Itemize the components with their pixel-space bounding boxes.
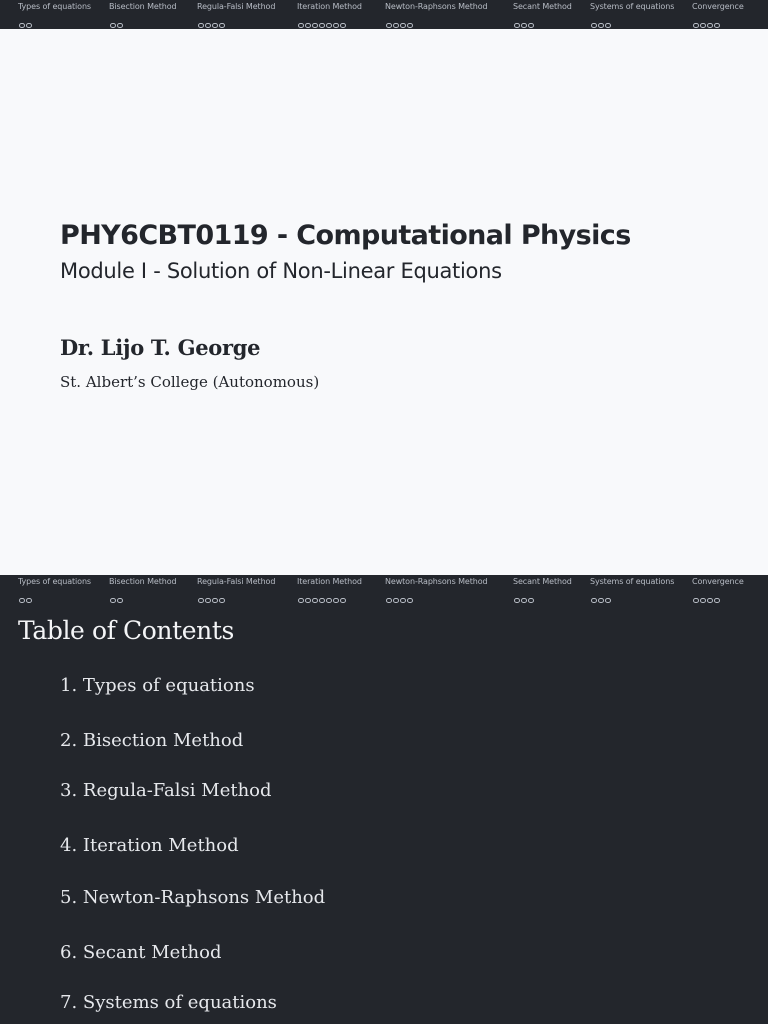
nav-dots-types[interactable] (19, 588, 33, 607)
nav-section-regula-falsi[interactable] (197, 2, 275, 11)
toc-item-newton-raphson[interactable]: 5. Newton-Raphsons Method (60, 887, 326, 908)
title-slide (0, 29, 768, 575)
toc-item-regula-falsi[interactable]: 3. Regula-Falsi Method (60, 780, 272, 801)
nav-section-label: Convergence (692, 2, 744, 11)
nav-dots-iteration[interactable] (298, 588, 347, 607)
nav-section-secant[interactable] (513, 577, 572, 586)
institute-name: St. Albert’s College (Autonomous) (60, 373, 320, 391)
nav-section-regula-falsi[interactable] (197, 577, 275, 586)
nav-section-label: Bisection Method (109, 577, 177, 586)
nav-section-convergence[interactable] (692, 577, 744, 586)
nav-section-iteration[interactable] (297, 577, 362, 586)
nav-section-label: Iteration Method (297, 577, 362, 586)
nav-section-label: Bisection Method (109, 2, 177, 11)
nav-section-label: Regula-Falsi Method (197, 577, 276, 586)
nav-section-label: Newton-Raphsons Method (385, 577, 488, 586)
nav-section-newton-raphson[interactable] (385, 577, 488, 586)
nav-dots-newton-raphson[interactable] (386, 588, 414, 607)
nav-dots-bisection[interactable] (110, 588, 124, 607)
nav-dots-systems[interactable] (591, 588, 612, 607)
nav-section-label: Regula-Falsi Method (197, 2, 276, 11)
nav-section-systems[interactable] (590, 2, 674, 11)
nav-dots-regula-falsi[interactable] (198, 588, 226, 607)
nav-section-secant[interactable] (513, 2, 572, 11)
author-name: Dr. Lijo T. George (60, 335, 261, 360)
nav-section-label: Systems of equations (590, 2, 675, 11)
toc-heading: Table of Contents (18, 616, 234, 645)
section-navbar-second (0, 575, 768, 604)
toc-item-types[interactable]: 1. Types of equations (60, 675, 255, 696)
nav-section-label: Secant Method (513, 2, 572, 11)
toc-item-systems[interactable]: 7. Systems of equations (60, 992, 277, 1013)
nav-section-label: Systems of equations (590, 577, 675, 586)
nav-section-label: Types of equations (18, 2, 92, 11)
nav-section-bisection[interactable] (109, 577, 176, 586)
toc-item-secant[interactable]: 6. Secant Method (60, 942, 222, 963)
nav-section-bisection[interactable] (109, 2, 176, 11)
nav-section-label: Newton-Raphsons Method (385, 2, 488, 11)
nav-section-systems[interactable] (590, 577, 674, 586)
presentation-title: PHY6CBT0119 - Computational Physics (60, 220, 631, 251)
nav-section-types[interactable] (18, 577, 91, 586)
nav-section-convergence[interactable] (692, 2, 744, 11)
presentation-subtitle: Module I - Solution of Non-Linear Equations (60, 259, 502, 283)
nav-section-types[interactable] (18, 2, 91, 11)
nav-section-newton-raphson[interactable] (385, 2, 488, 11)
section-navbar-top (0, 0, 768, 29)
nav-section-label: Convergence (692, 577, 744, 586)
toc-item-iteration[interactable]: 4. Iteration Method (60, 835, 239, 856)
toc-item-bisection[interactable]: 2. Bisection Method (60, 730, 244, 751)
nav-dots-secant[interactable] (514, 588, 535, 607)
nav-section-label: Types of equations (18, 577, 92, 586)
nav-dots-convergence[interactable] (693, 588, 721, 607)
nav-section-label: Secant Method (513, 577, 572, 586)
nav-section-label: Iteration Method (297, 2, 362, 11)
nav-section-iteration[interactable] (297, 2, 362, 11)
